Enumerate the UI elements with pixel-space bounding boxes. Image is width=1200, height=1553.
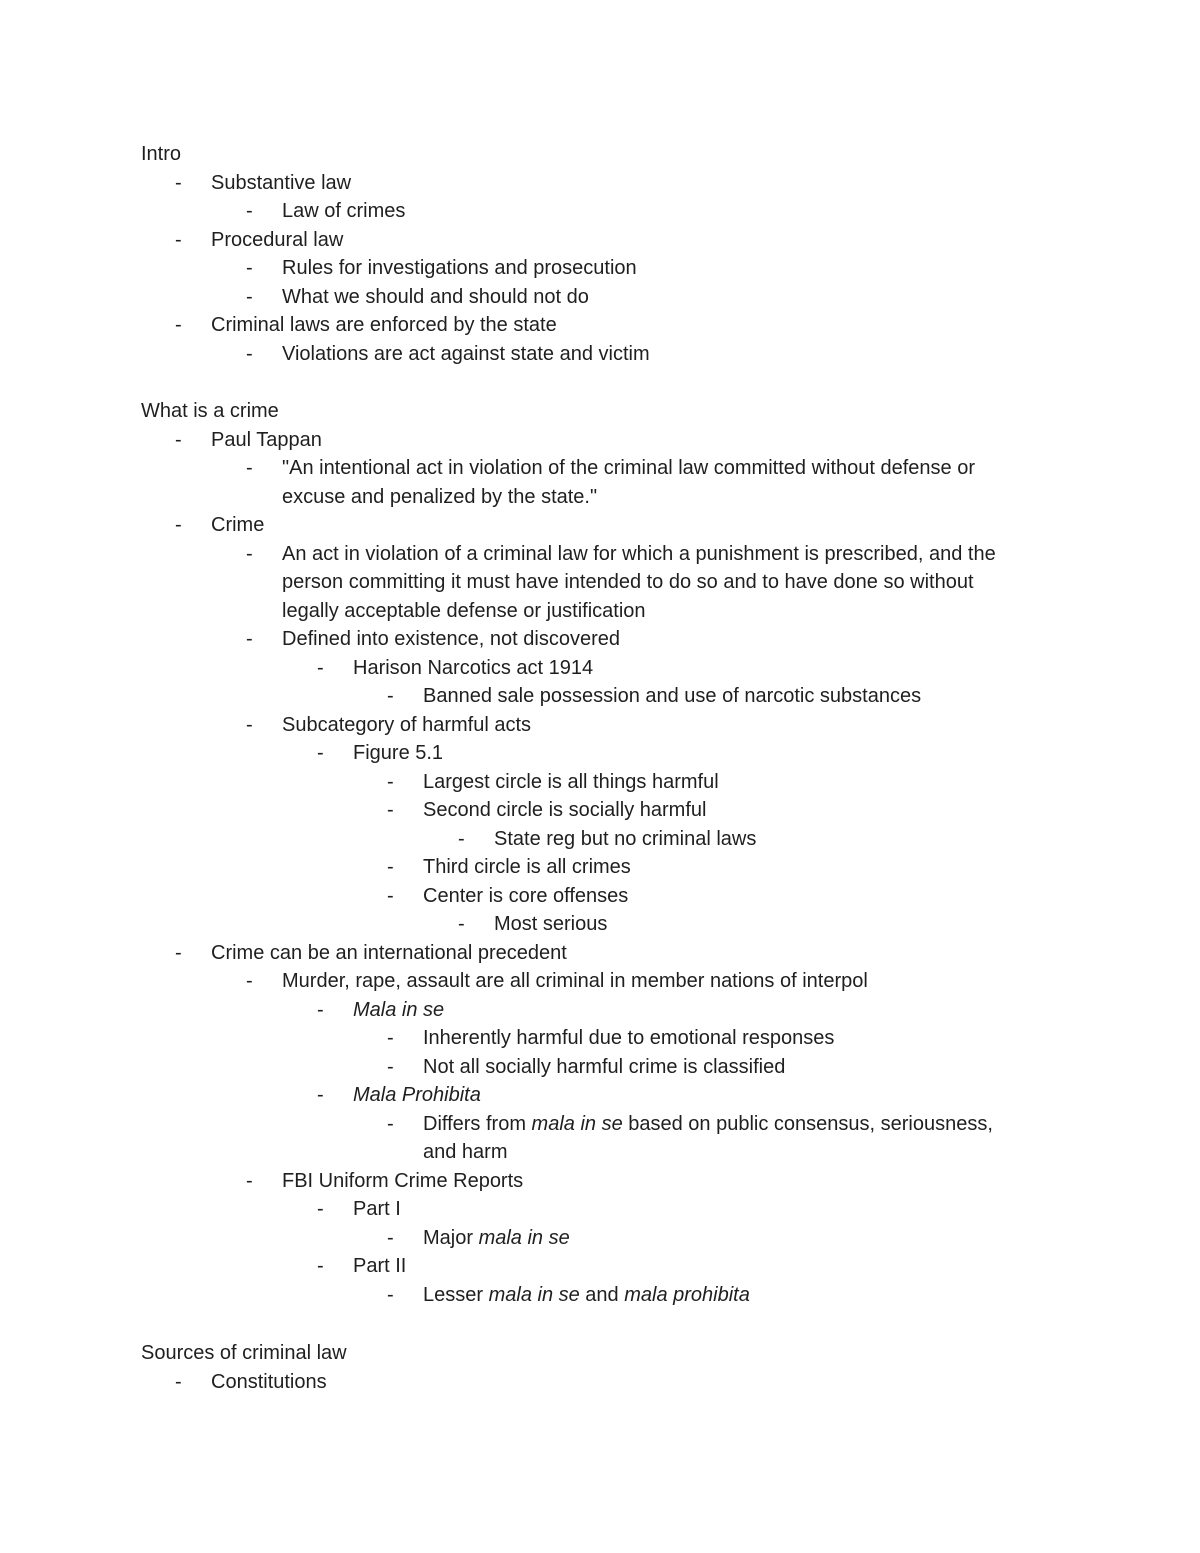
- bullet-dash-icon: -: [246, 200, 253, 222]
- list-item-text: [211, 939, 567, 967]
- text-run: legally acceptable defense or justification: [282, 599, 646, 622]
- bullet-dash-icon: -: [387, 1112, 394, 1135]
- bullet-dash-icon: -: [387, 1027, 394, 1049]
- bullet-dash-icon: -: [175, 1370, 182, 1393]
- text-run: Differs from: [423, 1112, 532, 1135]
- bullet-dash-icon: -: [175, 314, 182, 336]
- list-item-text: [282, 597, 646, 625]
- text-run: and harm: [423, 1141, 508, 1163]
- italic-term: Mala in se: [353, 998, 445, 1021]
- bullet-dash-icon: -: [317, 1084, 324, 1106]
- bullet-dash-icon: -: [458, 913, 465, 935]
- text-run: Criminal laws are enforced by the state: [211, 314, 557, 336]
- bullet-dash-icon: -: [246, 285, 253, 308]
- text-run: Second circle is socially harmful: [423, 799, 707, 821]
- list-item-text: [211, 311, 557, 339]
- text-run: FBI Uniform Crime Reports: [282, 1169, 524, 1192]
- list-item-text: [353, 739, 443, 767]
- bullet-dash-icon: -: [387, 770, 394, 793]
- bullet-dash-icon: -: [175, 941, 182, 964]
- bullet-dash-icon: -: [175, 514, 182, 536]
- text-run: Largest circle is all things harmful: [423, 770, 719, 793]
- list-item-text: [282, 1167, 523, 1195]
- text-run: Rules for investigations and prosecution: [282, 257, 637, 279]
- section-heading: What is a crime: [141, 400, 279, 422]
- text-run: and: [579, 1283, 625, 1306]
- italic-term: mala in se: [488, 1283, 580, 1306]
- bullet-dash-icon: -: [175, 171, 182, 194]
- text-run: Defined into existence, not discovered: [282, 628, 620, 650]
- text-run: Substantive law: [211, 171, 352, 194]
- bullet-dash-icon: -: [458, 827, 465, 850]
- bullet-dash-icon: -: [246, 257, 253, 279]
- bullet-dash-icon: -: [246, 457, 253, 479]
- italic-term: mala in se: [478, 1226, 570, 1249]
- list-item-text: [353, 1081, 481, 1109]
- list-item-text: [423, 1053, 785, 1081]
- list-item-text: [282, 711, 531, 739]
- text-run: Part II: [353, 1255, 407, 1277]
- list-item-text: [211, 511, 264, 539]
- text-run: Paul Tappan: [211, 428, 322, 451]
- text-run: What we should and should not do: [282, 285, 589, 308]
- list-item-text: [353, 1252, 406, 1280]
- list-item-text: [423, 882, 628, 910]
- list-item-text: [211, 169, 351, 197]
- list-item-text: [282, 454, 975, 482]
- list-item-text: [282, 283, 589, 311]
- list-item-text: [353, 1195, 401, 1223]
- italic-term: mala in se: [531, 1112, 623, 1135]
- list-item-text: [211, 426, 322, 454]
- list-item-text: [282, 483, 597, 511]
- bullet-dash-icon: -: [246, 542, 253, 565]
- bullet-dash-icon: -: [175, 428, 182, 451]
- list-item-text: [282, 540, 996, 568]
- text-run: Part I: [353, 1198, 401, 1220]
- list-item-text: [353, 996, 444, 1024]
- list-item-text: [282, 197, 405, 225]
- text-run: Most serious: [494, 913, 608, 935]
- section-heading: Sources of criminal law: [141, 1342, 347, 1364]
- text-run: Banned sale possession and use of narcotic substances: [423, 685, 922, 707]
- list-item-text: [282, 340, 650, 368]
- bullet-dash-icon: -: [175, 228, 182, 251]
- text-run: Crime: [211, 514, 265, 536]
- italic-term: Mala Prohibita: [353, 1084, 481, 1106]
- text-run: Constitutions: [211, 1370, 327, 1393]
- text-run: based on public consensus, seriousness,: [622, 1112, 993, 1135]
- text-run: Not all socially harmful crime is classified: [423, 1055, 786, 1078]
- bullet-dash-icon: -: [246, 628, 253, 650]
- text-run: Center is core offenses: [423, 884, 629, 907]
- bullet-dash-icon: -: [317, 1255, 324, 1277]
- bullet-dash-icon: -: [317, 656, 324, 679]
- bullet-dash-icon: -: [387, 799, 394, 821]
- bullet-dash-icon: -: [317, 998, 324, 1021]
- list-item-text: [211, 226, 343, 254]
- text-run: Murder, rape, assault are all criminal in member nations of interpol: [282, 970, 868, 992]
- text-run: Crime can be an international precedent: [211, 941, 567, 964]
- italic-term: mala prohibita: [624, 1283, 750, 1306]
- list-item-text: [282, 967, 868, 995]
- text-run: Figure 5.1: [353, 742, 444, 764]
- bullet-dash-icon: -: [246, 1169, 253, 1192]
- bullet-dash-icon: -: [387, 884, 394, 907]
- text-run: Inherently harmful due to emotional responses: [423, 1027, 835, 1049]
- bullet-dash-icon: -: [387, 856, 394, 878]
- text-run: State reg but no criminal laws: [494, 827, 757, 850]
- list-item-text: [423, 768, 719, 796]
- text-run: Procedural law: [211, 228, 344, 251]
- bullet-dash-icon: -: [387, 685, 394, 707]
- text-run: An act in violation of a criminal law for which a punishment is prescribed, and the: [282, 542, 996, 565]
- list-item-text: [282, 568, 974, 596]
- list-item-text: [423, 853, 631, 881]
- text-run: person committing it must have intended to do so and to have done so without: [282, 571, 974, 593]
- list-item-text: [423, 1224, 570, 1252]
- text-run: Lesser: [423, 1283, 489, 1306]
- list-item-text: [423, 682, 921, 710]
- text-run: Third circle is all crimes: [423, 856, 631, 878]
- text-run: Harison Narcotics act 1914: [353, 656, 594, 679]
- text-run: Violations are act against state and victim: [282, 342, 650, 365]
- text-run: Law of crimes: [282, 200, 406, 222]
- list-item-text: [494, 910, 607, 938]
- bullet-dash-icon: -: [317, 1198, 324, 1220]
- text-run: Major: [423, 1226, 479, 1249]
- list-item-text: [494, 825, 756, 853]
- text-run: Subcategory of harmful acts: [282, 713, 532, 736]
- list-item-text: [282, 254, 637, 282]
- list-item-text: [282, 625, 620, 653]
- bullet-dash-icon: -: [317, 742, 324, 764]
- bullet-dash-icon: -: [246, 342, 253, 365]
- list-item-text: [353, 654, 593, 682]
- bullet-dash-icon: -: [387, 1055, 394, 1078]
- list-item-text: [211, 1368, 327, 1396]
- bullet-dash-icon: -: [387, 1226, 394, 1249]
- list-item-text: [423, 1110, 993, 1138]
- text-run: excuse and penalized by the state.": [282, 485, 598, 508]
- bullet-dash-icon: -: [387, 1283, 394, 1306]
- section-heading: Intro: [141, 143, 182, 165]
- list-item-text: [423, 1138, 508, 1166]
- bullet-dash-icon: -: [246, 970, 253, 992]
- text-run: "An intentional act in violation of the criminal law committed without defense or: [282, 457, 976, 479]
- list-item-text: [423, 1024, 834, 1052]
- list-item-text: [423, 1281, 750, 1309]
- bullet-dash-icon: -: [246, 713, 253, 736]
- list-item-text: [423, 796, 706, 824]
